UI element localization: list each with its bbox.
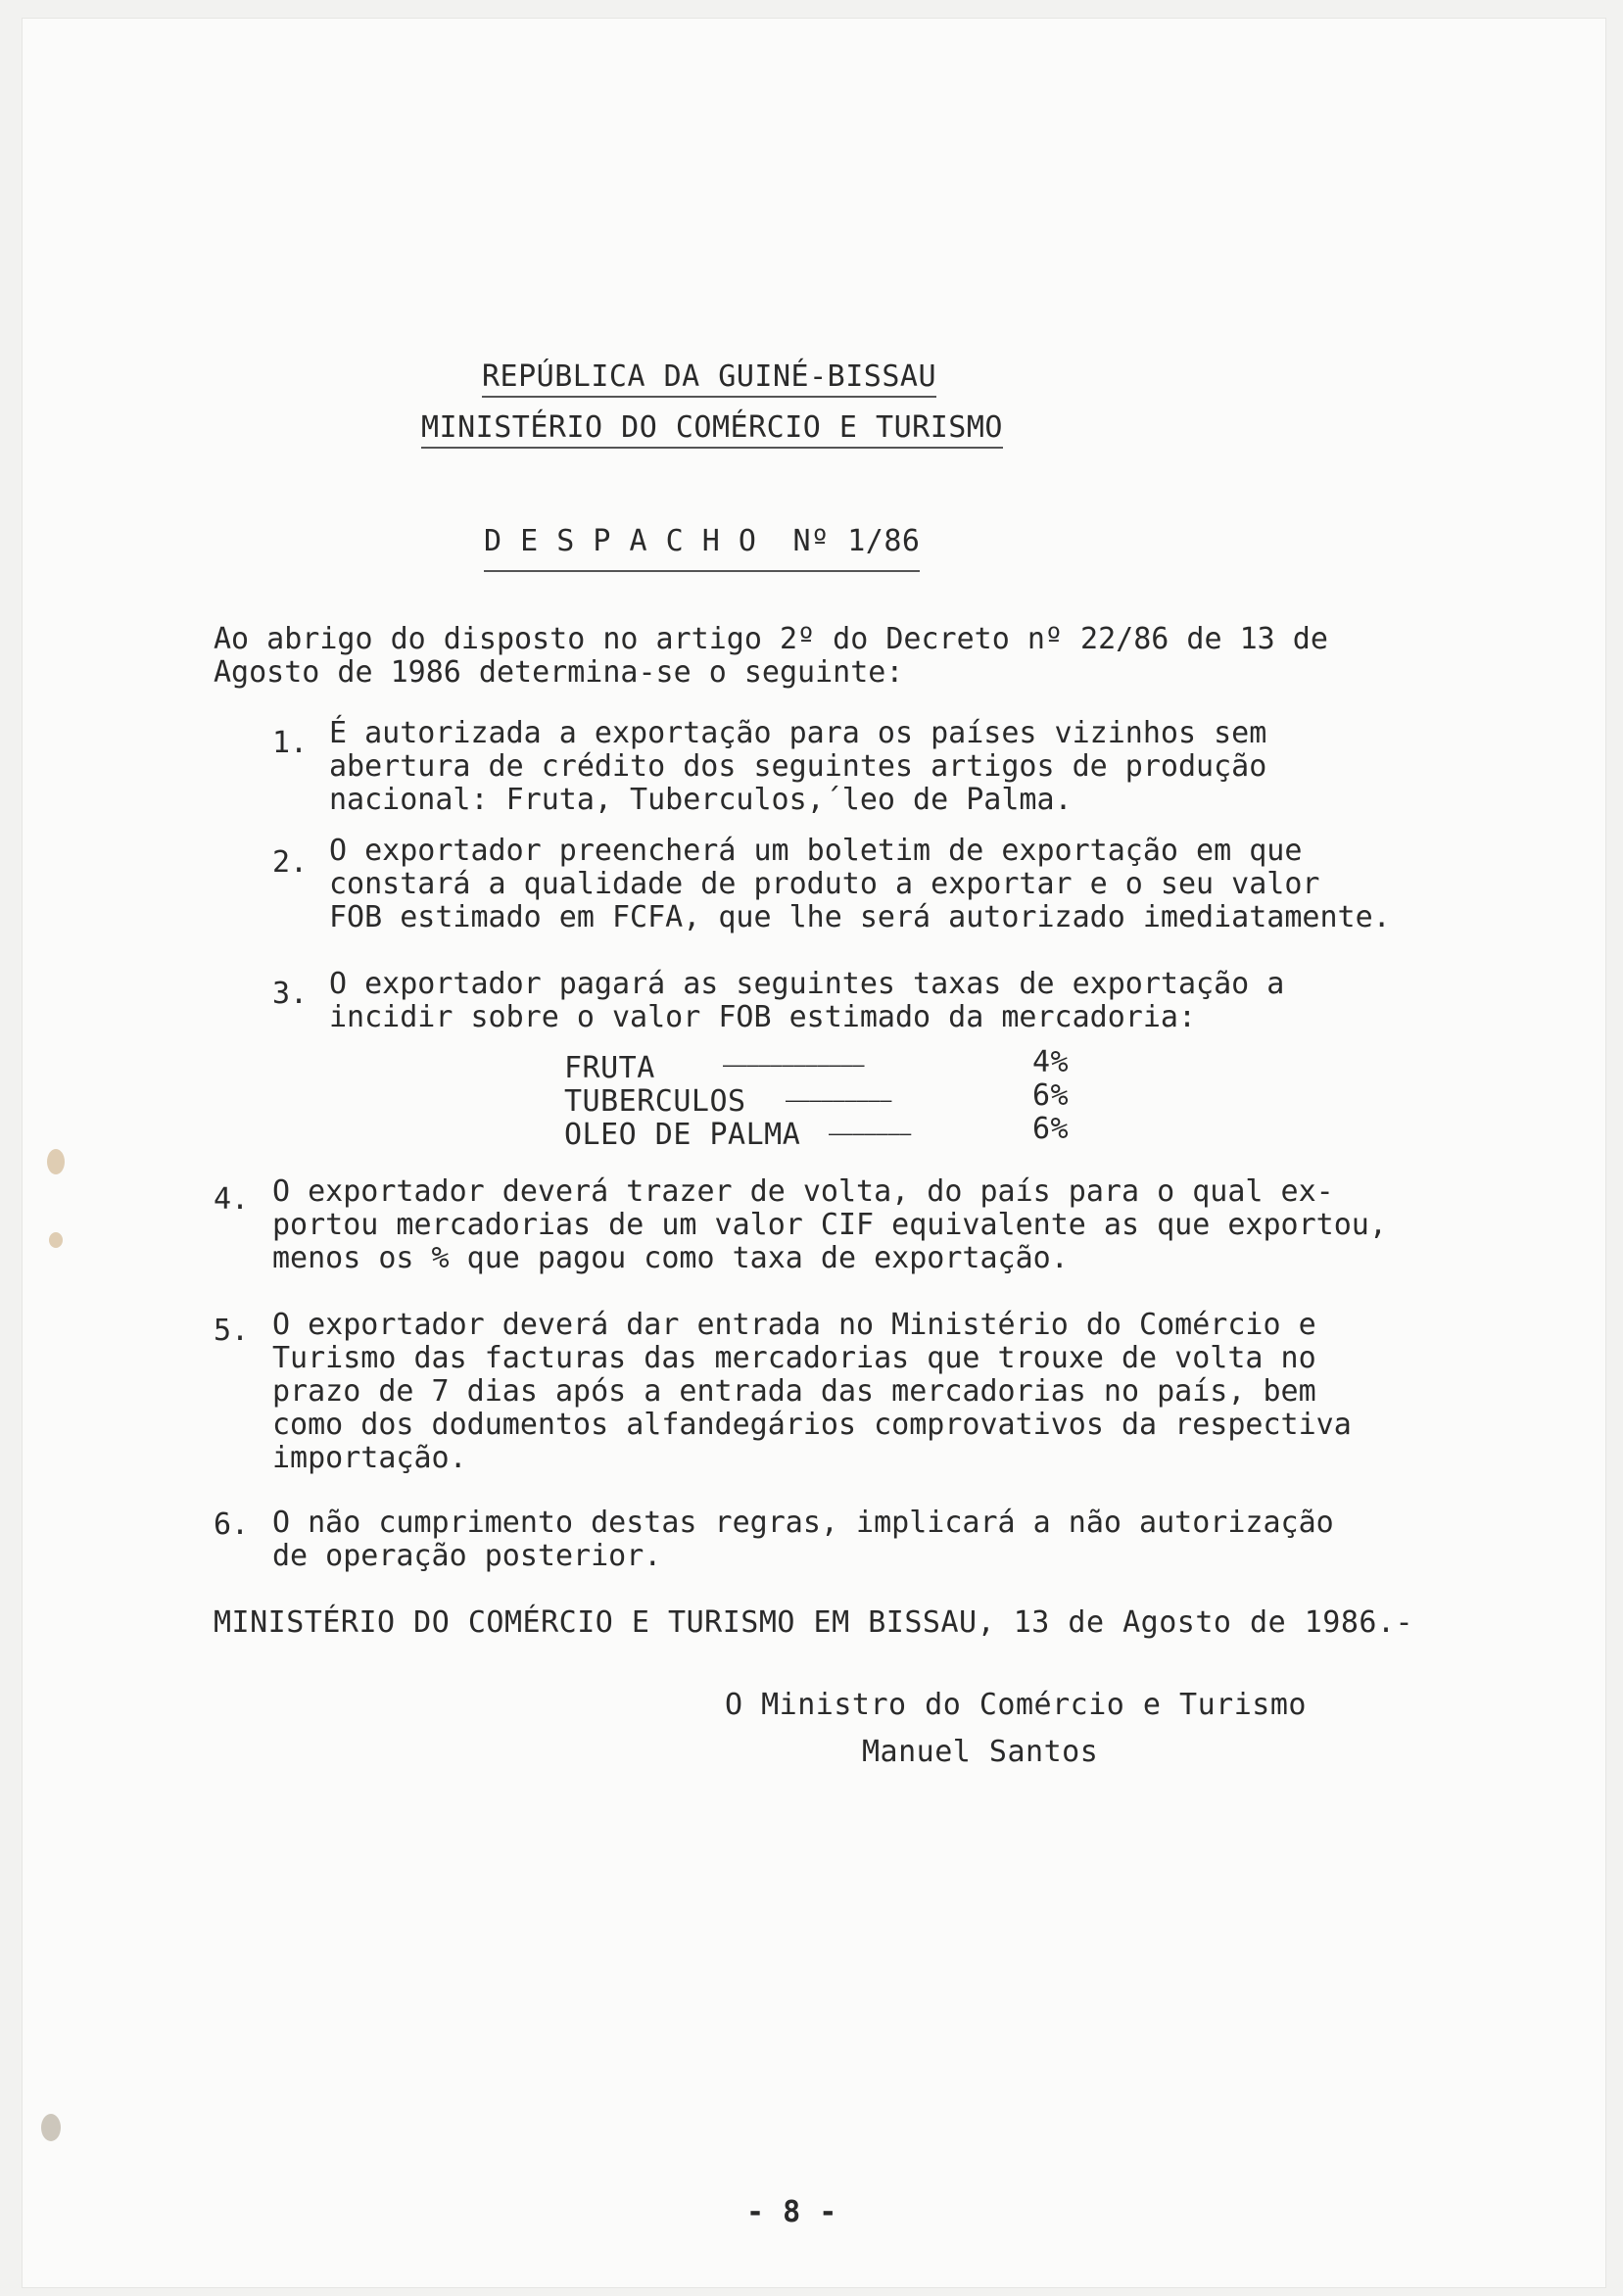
rate-label: OLEO DE PALMA — [564, 1118, 801, 1152]
item-number: 2. — [272, 845, 309, 880]
intro-paragraph: Ao abrigo do disposto no artigo 2º do Decreto nº 22/86 de 13 de Agosto de 1986 determina-se o seguinte: — [214, 622, 1328, 690]
rate-leader: ———————————— — [723, 1053, 865, 1076]
item-text: O não cumprimento destas regras, implicará a não autorização de operação posterior. — [272, 1506, 1334, 1573]
rate-leader: ——————— — [829, 1122, 912, 1145]
rate-leader: ————————— — [786, 1088, 892, 1112]
item-text: O exportador pagará as seguintes taxas de exportação a incidir sobre o valor FOB estimado da mercadoria: — [329, 967, 1285, 1034]
item-text: É autorizada a exportação para os países vizinhos sem abertura de crédito dos seguintes artigos de produção nacional: Fruta, Tuberculos,´leo de Palma. — [329, 716, 1267, 817]
item-number: 4. — [214, 1182, 250, 1217]
page-number: - 8 - — [746, 2195, 837, 2229]
closing-line: MINISTÉRIO DO COMÉRCIO E TURISMO EM BISSAU, 13 de Agosto de 1986.- — [214, 1605, 1414, 1640]
signature-role: O Ministro do Comércio e Turismo — [725, 1688, 1307, 1722]
item-text: O exportador preencherá um boletim de exportação em que constará a qualidade de produto a exportar e o seu valor FOB estimado em FCFA, que lhe será autorizado imediatamente. — [329, 834, 1391, 934]
item-number: 6. — [214, 1507, 250, 1542]
header-ministry: MINISTÉRIO DO COMÉRCIO E TURISMO — [421, 411, 1003, 449]
item-number: 5. — [214, 1314, 250, 1348]
item-text: O exportador deverá trazer de volta, do país para o qual ex- portou mercadorias de um valor CIF equivalente as que exportou, menos os % que pagou como taxa de exportação. — [272, 1174, 1387, 1275]
punch-hole-mark — [41, 2114, 61, 2141]
rate-value: 6% — [1032, 1112, 1070, 1146]
item-number: 3. — [272, 977, 309, 1011]
rate-value: 4% — [1032, 1045, 1070, 1079]
punch-hole-mark — [47, 1149, 65, 1174]
punch-hole-mark — [49, 1232, 63, 1248]
document-page — [22, 18, 1606, 2288]
rate-value: 6% — [1032, 1078, 1070, 1113]
rate-label: TUBERCULOS — [564, 1084, 746, 1119]
header-republic: REPÚBLICA DA GUINÉ-BISSAU — [482, 360, 936, 398]
document-title: D E S P A C H O Nº 1/86 — [484, 525, 920, 572]
signature-name: Manuel Santos — [862, 1735, 1099, 1769]
item-number: 1. — [272, 726, 309, 760]
item-text: O exportador deverá dar entrada no Ministério do Comércio e Turismo das facturas das mercadorias que trouxe de volta no prazo de 7 dias após a entrada das mercadorias no país, bem como dos dodumentos alfandegários comprovativos da respectiva importação. — [272, 1308, 1352, 1475]
rate-label: FRUTA — [564, 1051, 655, 1085]
